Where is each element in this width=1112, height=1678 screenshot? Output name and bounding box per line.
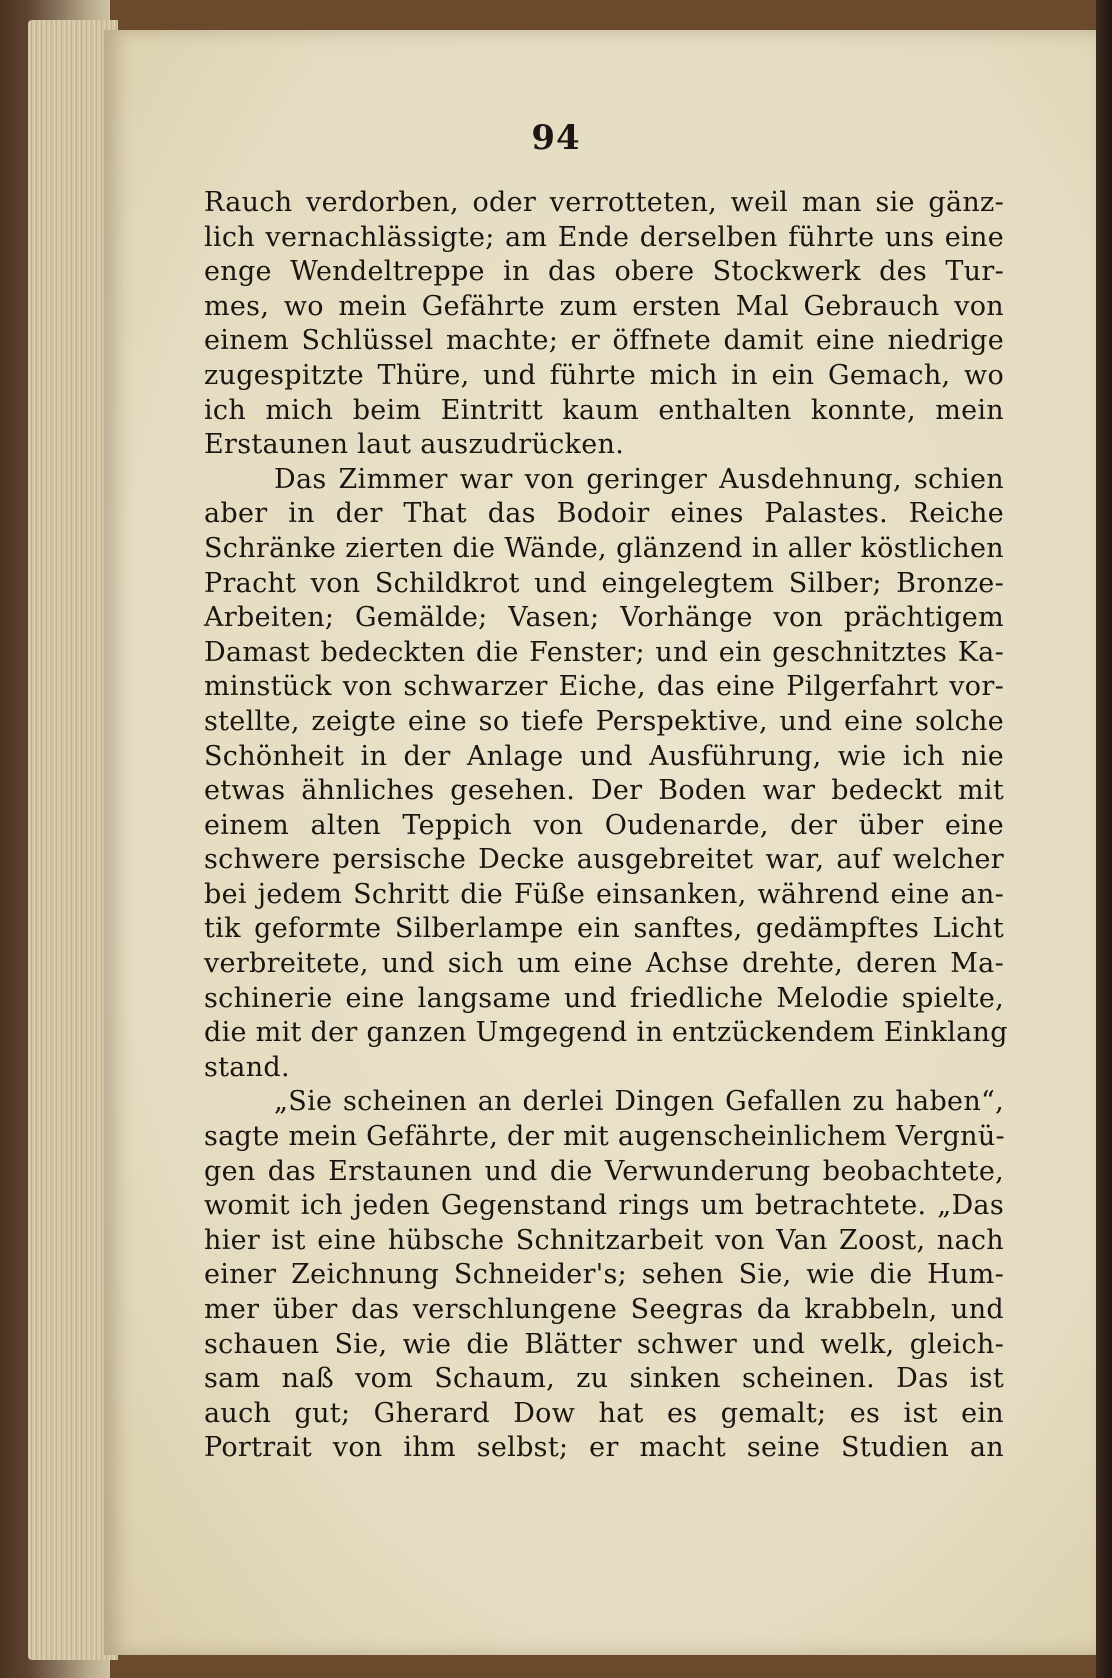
page-number: 94 — [531, 118, 581, 158]
text-line: einem alten Teppich von Oudenarde, der über eine — [204, 809, 1004, 841]
text-line: zugespitzte Thüre, und führte mich in ein Gemach, wo — [204, 359, 1004, 391]
text-line: Pracht von Schildkrot und eingelegtem Silber; Bronze- — [204, 567, 1004, 599]
text-line: gen das Erstaunen und die Verwunderung beobachtete, — [204, 1155, 1004, 1187]
text-line: stellte, zeigte eine so tiefe Perspektive, und eine solche — [204, 705, 1004, 737]
text-line: „Sie scheinen an derlei Dingen Gefallen zu haben“, — [274, 1086, 1004, 1118]
text-line: etwas ähnliches gesehen. Der Boden war bedeckt mit — [204, 775, 1004, 807]
text-line: tik geformte Silberlampe ein sanftes, gedämpftes Licht — [204, 913, 1004, 945]
text-line: einem Schlüssel machte; er öffnete damit eine niedrige — [204, 325, 1004, 357]
text-line: mer über das verschlungene Seegras da krabbeln, und — [204, 1294, 1004, 1325]
text-line: enge Wendeltreppe in das obere Stockwerk des Tur- — [204, 256, 1004, 288]
text-line: womit ich jeden Gegenstand rings um betrachtete. „Das — [204, 1190, 1004, 1222]
text-line: Portrait von ihm selbst; er macht seine Studien an — [204, 1432, 1004, 1464]
text-line: verbreitete, und sich um eine Achse drehte, deren Ma- — [204, 948, 1004, 980]
text-line: mes, wo mein Gefährte zum ersten Mal Gebrauch von — [204, 290, 1004, 322]
text-line: sam naß vom Schaum, zu sinken scheinen. Das ist — [204, 1363, 1004, 1395]
text-line: schwere persische Decke ausgebreitet war, auf welcher — [204, 844, 1004, 876]
text-line: Schönheit in der Anlage und Ausführung, wie ich nie — [204, 740, 1004, 772]
text-line: schinerie eine langsame und friedliche Melodie spielte, — [204, 982, 1004, 1014]
text-line: Arbeiten; Gemälde; Vasen; Vorhänge von prächtigem — [204, 602, 1004, 634]
text-line: stand. — [204, 1051, 290, 1083]
text-line: sagte mein Gefährte, der mit augenscheinlichem Vergnü- — [204, 1121, 1005, 1153]
text-line: die mit der ganzen Umgegend in entzückendem Einklang — [204, 1017, 1008, 1049]
body-text — [204, 186, 1008, 1466]
text-line: einer Zeichnung Schneider's; sehen Sie, wie die Hum- — [204, 1259, 1004, 1291]
text-line: schauen Sie, wie die Blätter schwer und welk, gleich- — [204, 1328, 1004, 1360]
text-line: aber in der That das Bodoir eines Palastes. Reiche — [204, 498, 1004, 530]
text-line: lich vernachlässigte; am Ende derselben führte uns eine — [204, 221, 1004, 253]
text-line: auch gut; Gherard Dow hat es gemalt; es ist ein — [204, 1397, 1004, 1429]
text-line: Schränke zierten die Wände, glänzend in aller köstlichen — [204, 532, 1004, 564]
text-line: minstück von schwarzer Eiche, das eine Pilgerfahrt vor- — [204, 671, 1004, 703]
text-line: Damast bedeckten die Fenster; und ein geschnitztes Ka- — [204, 636, 1004, 668]
text-line: Rauch verdorben, oder verrotteten, weil man sie gänz- — [204, 187, 1004, 218]
page-binding-shadow — [1096, 0, 1112, 1678]
text-line: hier ist eine hübsche Schnitzarbeit von Van Zoost, nach — [204, 1224, 1004, 1256]
text-line: bei jedem Schritt die Füße einsanken, während eine an- — [204, 878, 1004, 910]
text-line: ich mich beim Eintritt kaum enthalten konnte, mein — [204, 394, 1004, 426]
text-line: Das Zimmer war von geringer Ausdehnung, schien — [274, 463, 1004, 495]
text-line: Erstaunen laut auszudrücken. — [204, 429, 625, 461]
